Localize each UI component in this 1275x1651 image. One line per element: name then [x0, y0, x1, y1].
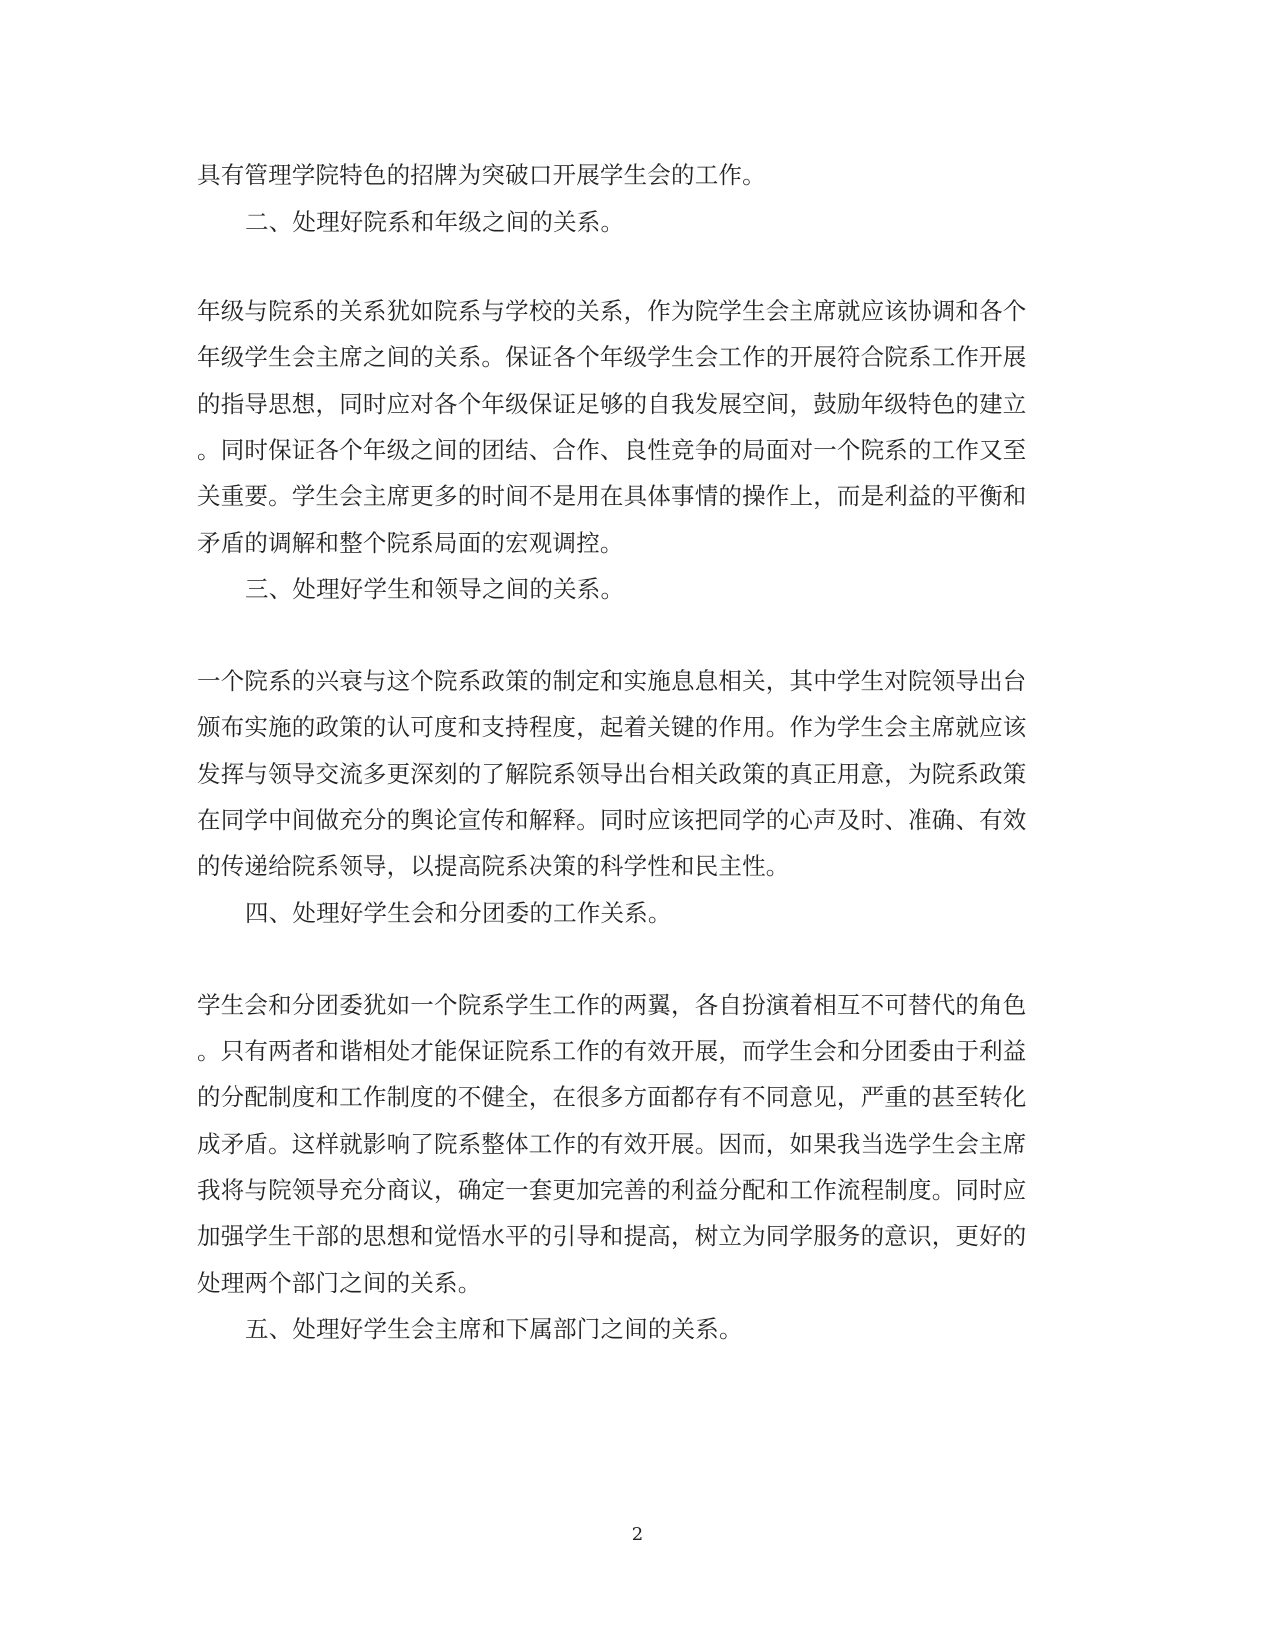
- paragraph-line: 年级与院系的关系犹如院系与学校的关系，作为院学生会主席就应该协调和各个: [197, 297, 1027, 325]
- paragraph-line: 我将与院领导充分商议，确定一套更加完善的利益分配和工作流程制度。同时应: [197, 1176, 1027, 1204]
- paragraph-line: 。只有两者和谐相处才能保证院系工作的有效开展，而学生会和分团委由于利益: [197, 1037, 1027, 1065]
- paragraph-line: 加强学生干部的思想和觉悟水平的引导和提高，树立为同学服务的意识，更好的: [197, 1222, 1027, 1250]
- paragraph-line: 成矛盾。这样就影响了院系整体工作的有效开展。因而，如果我当选学生会主席: [197, 1130, 1027, 1158]
- paragraph-line: 颁布实施的政策的认可度和支持程度，起着关键的作用。作为学生会主席就应该: [197, 713, 1027, 741]
- paragraph-line: 在同学中间做充分的舆论宣传和解释。同时应该把同学的心声及时、准确、有效: [197, 806, 1027, 834]
- section-heading: 四、处理好学生会和分团委的工作关系。: [245, 899, 672, 927]
- paragraph-line: 年级学生会主席之间的关系。保证各个年级学生会工作的开展符合院系工作开展: [197, 343, 1027, 371]
- section-heading: 五、处理好学生会主席和下属部门之间的关系。: [245, 1315, 743, 1343]
- paragraph-line: 的分配制度和工作制度的不健全，在很多方面都存有不同意见，严重的甚至转化: [197, 1083, 1027, 1111]
- page-number: 2: [631, 1524, 644, 1545]
- paragraph-line: 处理两个部门之间的关系。: [197, 1269, 482, 1297]
- paragraph-line: 一个院系的兴衰与这个院系政策的制定和实施息息相关，其中学生对院领导出台: [197, 667, 1027, 695]
- paragraph-line: 。同时保证各个年级之间的团结、合作、良性竞争的局面对一个院系的工作又至: [197, 436, 1027, 464]
- paragraph-line: 发挥与领导交流多更深刻的了解院系领导出台相关政策的真正用意，为院系政策: [197, 760, 1027, 788]
- section-heading: 二、处理好院系和年级之间的关系。: [245, 208, 625, 236]
- paragraph-line: 矛盾的调解和整个院系局面的宏观调控。: [197, 529, 624, 557]
- paragraph-line: 的传递给院系领导，以提高院系决策的科学性和民主性。: [197, 852, 790, 880]
- paragraph-line: 具有管理学院特色的招牌为突破口开展学生会的工作。: [197, 161, 766, 189]
- paragraph-line: 关重要。学生会主席更多的时间不是用在具体事情的操作上，而是利益的平衡和: [197, 482, 1027, 510]
- section-heading: 三、处理好学生和领导之间的关系。: [245, 575, 625, 603]
- paragraph-line: 学生会和分团委犹如一个院系学生工作的两翼，各自扮演着相互不可替代的角色: [197, 991, 1027, 1019]
- paragraph-line: 的指导思想，同时应对各个年级保证足够的自我发展空间，鼓励年级特色的建立: [197, 390, 1027, 418]
